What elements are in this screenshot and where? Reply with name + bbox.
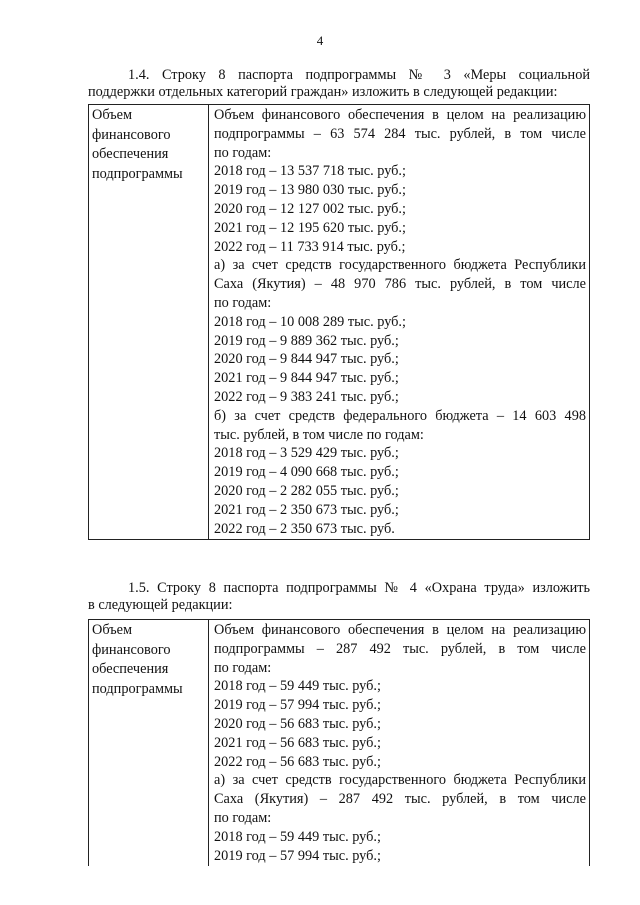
year-line: 2020 год – 2 282 055 тыс. руб.; <box>214 482 399 499</box>
state-budget-text: а) за счет средств государственного бюджета Республики <box>214 257 586 274</box>
year-line: 2022 год – 11 733 914 тыс. руб.; <box>214 238 406 255</box>
row-content-cell <box>209 620 590 867</box>
table-row <box>89 105 590 540</box>
year-line: 2018 год – 13 537 718 тыс. руб.; <box>214 163 406 180</box>
year-line: 2018 год – 59 449 тыс. руб.; <box>214 828 381 845</box>
section-1-4-intro-line2: поддержки отдельных категорий граждан» изложить в следующей редакции: <box>88 84 558 100</box>
label-line: подпрограммы <box>92 165 183 182</box>
label-line: финансового <box>92 126 171 143</box>
year-line: 2019 год – 4 090 668 тыс. руб.; <box>214 464 399 481</box>
section-1-5-intro <box>88 580 590 614</box>
year-line: 2019 год – 57 994 тыс. руб.; <box>214 697 381 714</box>
state-budget-text: Саха (Якутия) – 287 492 тыс. рублей, в том числе <box>214 791 586 808</box>
year-line: 2021 год – 56 683 тыс. руб.; <box>214 734 381 751</box>
year-line: 2019 год – 13 980 030 тыс. руб.; <box>214 182 406 199</box>
year-line: 2020 год – 9 844 947 тыс. руб.; <box>214 351 399 368</box>
row-label-cell <box>89 105 209 540</box>
section-1-5-table <box>88 619 590 866</box>
year-line: 2019 год – 57 994 тыс. руб.; <box>214 847 381 864</box>
total-funding-text: по годам: <box>214 144 272 161</box>
year-line: 2022 год – 9 383 241 тыс. руб.; <box>214 388 399 405</box>
year-line: 2020 год – 12 127 002 тыс. руб.; <box>214 200 406 217</box>
total-funding-text: Объем финансового обеспечения в целом на реализацию <box>214 107 586 123</box>
total-funding-text: Объем финансового обеспечения в целом на реализацию <box>214 622 586 638</box>
federal-budget-text: тыс. рублей, в том числе по годам: <box>214 426 424 443</box>
year-line: 2022 год – 2 350 673 тыс. руб. <box>214 520 395 537</box>
total-funding-text: по годам: <box>214 659 272 676</box>
year-line: 2020 год – 56 683 тыс. руб.; <box>214 715 381 732</box>
year-line: 2018 год – 59 449 тыс. руб.; <box>214 678 381 695</box>
year-line: 2018 год – 10 008 289 тыс. руб.; <box>214 313 406 330</box>
total-funding-text: подпрограммы – 287 492 тыс. рублей, в том числе <box>214 640 586 657</box>
year-line: 2021 год – 2 350 673 тыс. руб.; <box>214 501 399 518</box>
federal-budget-text: б) за счет средств федерального бюджета – 14 603 498 <box>214 407 586 424</box>
section-1-4-table <box>88 104 590 540</box>
section-1-5-intro-line2: в следующей редакции: <box>88 597 233 613</box>
state-budget-text: по годам: <box>214 294 272 311</box>
label-line: финансового <box>92 641 171 658</box>
section-1-4-intro-line1: 1.4. Строку 8 паспорта подпрограммы № 3 «Меры социальной <box>128 67 590 83</box>
year-line: 2019 год – 9 889 362 тыс. руб.; <box>214 332 399 349</box>
year-line: 2022 год – 56 683 тыс. руб.; <box>214 753 381 770</box>
state-budget-text: Саха (Якутия) – 48 970 786 тыс. рублей, в том числе <box>214 276 586 293</box>
label-line: обеспечения <box>92 146 169 162</box>
state-budget-text: а) за счет средств государственного бюджета Республики <box>214 772 586 789</box>
section-1-4-intro <box>88 67 590 101</box>
row-label-cell <box>89 620 209 867</box>
section-1-5-intro-line1: 1.5. Строку 8 паспорта подпрограммы № 4 «Охрана труда» изложить <box>128 580 590 596</box>
year-line: 2018 год – 3 529 429 тыс. руб.; <box>214 445 399 462</box>
page-number: 4 <box>316 33 324 48</box>
label-line: Объем <box>92 107 133 123</box>
row-content-cell <box>209 105 590 540</box>
total-funding-text: подпрограммы – 63 574 284 тыс. рублей, в том числе <box>214 125 586 142</box>
label-line: обеспечения <box>92 661 169 677</box>
year-line: 2021 год – 12 195 620 тыс. руб.; <box>214 219 406 236</box>
state-budget-text: по годам: <box>214 809 272 826</box>
table-row <box>89 620 590 867</box>
label-line: Объем <box>92 622 133 638</box>
label-line: подпрограммы <box>92 680 183 697</box>
year-line: 2021 год – 9 844 947 тыс. руб.; <box>214 370 399 387</box>
